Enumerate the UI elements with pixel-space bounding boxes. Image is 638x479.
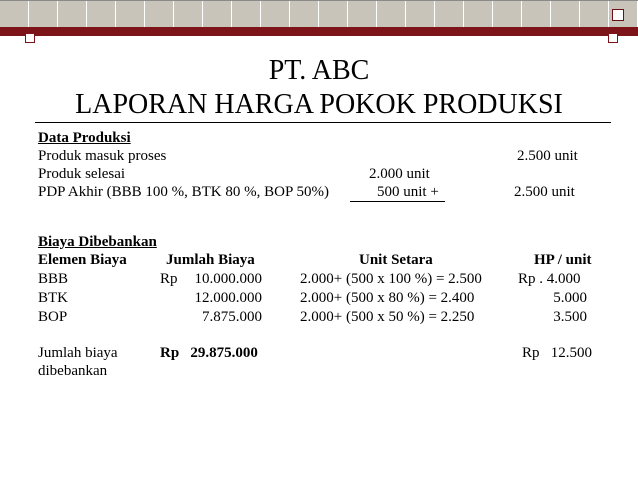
header-hp: HP / unit bbox=[534, 252, 592, 268]
data-produksi-heading: Data Produksi bbox=[38, 130, 131, 146]
header-accent-bar bbox=[0, 27, 638, 36]
header-unit: Unit Setara bbox=[359, 252, 433, 268]
grid-cell bbox=[522, 1, 551, 27]
grid-cell bbox=[145, 1, 174, 27]
grid-cell bbox=[261, 1, 290, 27]
pdp-akhir-label: PDP Akhir (BBB 100 %, BTK 80 %, BOP 50%) bbox=[38, 184, 329, 200]
total-jumlah: Rp 29.875.000 bbox=[160, 345, 258, 361]
sum-underline bbox=[350, 201, 445, 202]
row-bbb-unit: 2.000+ (500 x 100 %) = 2.500 bbox=[300, 271, 482, 287]
row-btk-unit: 2.000+ (500 x 80 %) = 2.400 bbox=[300, 290, 475, 306]
row-bop-elemen: BOP bbox=[38, 309, 68, 325]
checkbox-icon bbox=[612, 9, 624, 21]
grid-cell bbox=[406, 1, 435, 27]
grid-cell bbox=[348, 1, 377, 27]
total-label-line1: Jumlah biaya bbox=[38, 345, 118, 361]
slide-header-decoration bbox=[0, 0, 638, 42]
grid-cell bbox=[174, 1, 203, 27]
header-elemen: Elemen Biaya bbox=[38, 252, 127, 268]
row-btk-jumlah: 12.000.000 bbox=[194, 290, 262, 306]
row-bop-hp: 3.500 bbox=[553, 309, 587, 325]
total-label-line2: dibebankan bbox=[38, 363, 108, 379]
grid-cell bbox=[580, 1, 609, 27]
grid-cell bbox=[29, 1, 58, 27]
title-divider bbox=[35, 122, 611, 123]
square-bullet-icon bbox=[25, 33, 35, 43]
row-bbb-currency: Rp bbox=[160, 271, 178, 287]
square-bullet-icon bbox=[608, 33, 618, 43]
pdp-akhir-total: 2.500 unit bbox=[514, 184, 575, 200]
biaya-heading: Biaya Dibebankan bbox=[38, 234, 157, 250]
grid-cell bbox=[435, 1, 464, 27]
grid-cell bbox=[58, 1, 87, 27]
grid-cell bbox=[493, 1, 522, 27]
header-jumlah: Jumlah Biaya bbox=[166, 252, 255, 268]
grid-cell bbox=[203, 1, 232, 27]
grid-cell bbox=[290, 1, 319, 27]
pdp-akhir-mid: 500 unit + bbox=[377, 184, 439, 200]
grid-cell bbox=[232, 1, 261, 27]
row-bop-jumlah: 7.875.000 bbox=[202, 309, 262, 325]
grid-cell bbox=[464, 1, 493, 27]
produk-selesai-label: Produk selesai bbox=[38, 166, 126, 182]
header-grid bbox=[0, 0, 638, 27]
grid-cell bbox=[377, 1, 406, 27]
grid-cell bbox=[87, 1, 116, 27]
grid-cell bbox=[0, 1, 29, 27]
row-bop-unit: 2.000+ (500 x 50 %) = 2.250 bbox=[300, 309, 475, 325]
row-bbb-hp: Rp . 4.000 bbox=[518, 271, 581, 287]
produk-masuk-label: Produk masuk proses bbox=[38, 148, 167, 164]
grid-cell bbox=[319, 1, 348, 27]
total-hp: Rp 12.500 bbox=[522, 345, 593, 361]
row-bbb-elemen: BBB bbox=[38, 271, 69, 287]
produk-selesai-value: 2.000 unit bbox=[369, 166, 430, 182]
grid-cell bbox=[116, 1, 145, 27]
grid-cell bbox=[551, 1, 580, 27]
produk-masuk-value: 2.500 unit bbox=[517, 148, 578, 164]
slide-title-report: LAPORAN HARGA POKOK PRODUKSI bbox=[75, 89, 563, 120]
slide-title-company: PT. ABC bbox=[268, 55, 370, 86]
row-bbb-jumlah: 10.000.000 bbox=[194, 271, 262, 287]
row-btk-hp: 5.000 bbox=[553, 290, 587, 306]
row-btk-elemen: BTK bbox=[38, 290, 68, 306]
